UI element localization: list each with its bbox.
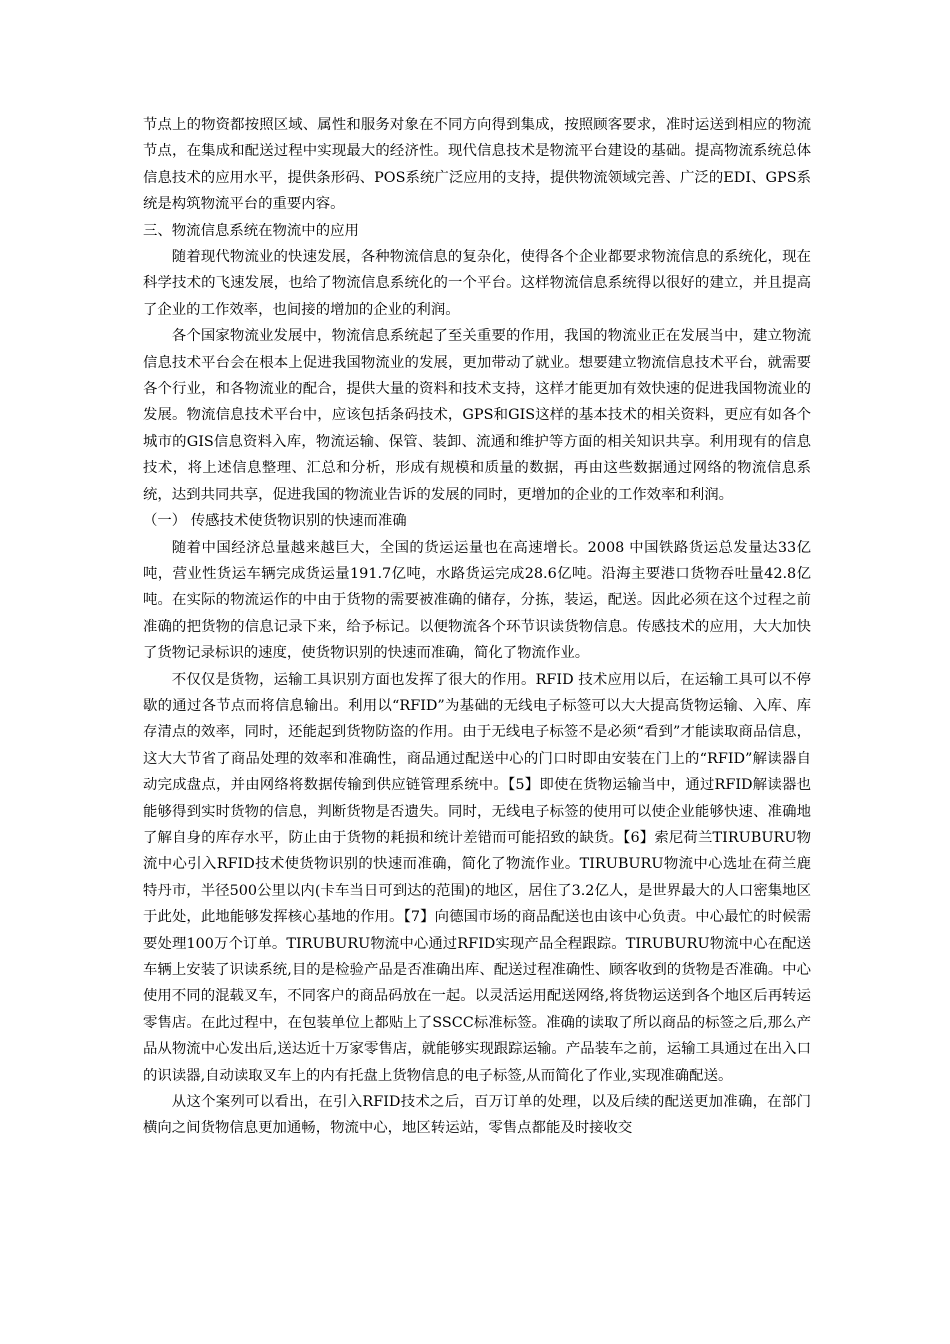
subsection-heading-sensing-tech: （一） 传感技术使货物识别的快速而准确	[143, 513, 407, 530]
paragraph-info-system-development: 随着现代物流业的快速发展，各种物流信息的复杂化，使得各个企业都要求物流信息的系统化，现在科学技术的飞速发展，也给了物流信息系统化的一个平台。这样物流信息系统得以很好的建立，并且提高了企业的工作效率，也间接的增加的企业的利润。	[143, 249, 811, 318]
document-page	[143, 112, 811, 1142]
paragraph-freight-volume: 随着中国经济总量越来越巨大，全国的货运运量也在高速增长。2008 中国铁路货运总发量达33亿吨，营业性货运车辆完成货运量191.7亿吨，水路货运完成28.6亿吨。沿海主要港口货物吞吐量42.8亿吨。在实际的物流运作的中由于货物的需要被准确的储存，分拣，装运，配送。因此必须在这个过程之前准确的把货物的信息记录下来，给予标记。以便物流各个环节识读货物信息。传感技术的应用，大大加快了货物记录标识的速度，使货物识别的快速而准确，简化了物流作业。	[143, 539, 811, 662]
paragraph-case-conclusion: 从这个案列可以看出，在引入RFID技术之后，百万订单的处理，以及后续的配送更加准确，在部门横向之间货物信息更加通畅，物流中心，地区转运站，零售点都能及时接收交	[143, 1094, 811, 1137]
section-heading-three: 三、物流信息系统在物流中的应用	[143, 222, 359, 239]
paragraph-info-platform-importance: 各个国家物流业发展中，物流信息系统起了至关重要的作用，我国的物流业正在发展当中，建立物流信息技术平台会在根本上促进我国物流业的发展，更加带动了就业。想要建立物流信息技术平台，就需要各个行业，和各物流业的配合，提供大量的资料和技术支持，这样才能更加有效快速的促进我国物流业的发展。物流信息技术平台中，应该包括条码技术，GPS和GIS这样的基本技术的相关资料，更应有如各个城市的GIS信息资料入库，物流运输、保管、装卸、流通和维护等方面的相关知识共享。利用现有的信息技术，将上述信息整理、汇总和分析，形成有规模和质量的数据，再由这些数据通过网络的物流信息系统，达到共同共享，促进我国的物流业告诉的发展的同时，更增加的企业的工作效率和利润。	[143, 328, 811, 503]
paragraph-rfid-case-study: 不仅仅是货物，运输工具识别方面也发挥了很大的作用。RFID 技术应用以后，在运输工具可以不停歇的通过各节点而将信息输出。利用以“RFID”为基础的无线电子标签可以大大提高货物运输、入库、库存清点的效率，同时，还能起到货物防盗的作用。由于无线电子标签不是必须“看到”才能读取商品信息，这大大节省了商品处理的效率和准确性，商品通过配送中心的门口时即由安装在门上的“RFID”解读器自动完成盘点，并由网络将数据传输到供应链管理系统中。【5】即使在货物运输当中，通过RFID解读器也能够得到实时货物的信息，判断货物是否遗失。同时，无线电子标签的使用可以使企业能够快速、准确地了解自身的库存水平，防止由于货物的耗损和统计差错而可能招致的缺货。【6】索尼荷兰TIRUBURU物流中心引入RFID技术使货物识别的快速而准确，简化了物流作业。TIRUBURU物流中心选址在荷兰鹿特丹市，半径500公里以内(卡车当日可到达的范围)的地区，居住了3.2亿人，是世界最大的人口密集地区于此处，此地能够发挥核心基地的作用。【7】向德国市场的商品配送也由该中心负责。中心最忙的时候需要处理100万个订单。TIRUBURU物流中心通过RFID实现产品全程跟踪。TIRUBURU物流中心在配送车辆上安装了识读系统,目的是检验产品是否准确出库、配送过程准确性、顾客收到的货物是否准确。中心使用不同的混载叉车，不同客户的商品码放在一起。以灵活运用配送网络,将货物运送到各个地区后再转运零售店。在此过程中，在包装单位上都贴上了SSCC标准标签。准确的读取了所以商品的标签之后,那么产品从物流中心发出后,送达近十万家零售店，就能够实现跟踪运输。产品装车之前，运输工具通过在出入口的识读器,自动读取叉车上的内有托盘上货物信息的电子标签,从而简化了作业,实现准确配送。	[143, 671, 811, 1084]
paragraph-logistics-platform-intro: 节点上的物资都按照区域、属性和服务对象在不同方向得到集成，按照顾客要求，准时运送到相应的物流节点，在集成和配送过程中实现最大的经济性。现代信息技术是物流平台建设的基础。提高物流系统总体信息技术的应用水平，提供条形码、POS系统广泛应用的支持，提供物流领域完善、广泛的EDI、GPS系统是构筑物流平台的重要内容。	[143, 117, 811, 213]
